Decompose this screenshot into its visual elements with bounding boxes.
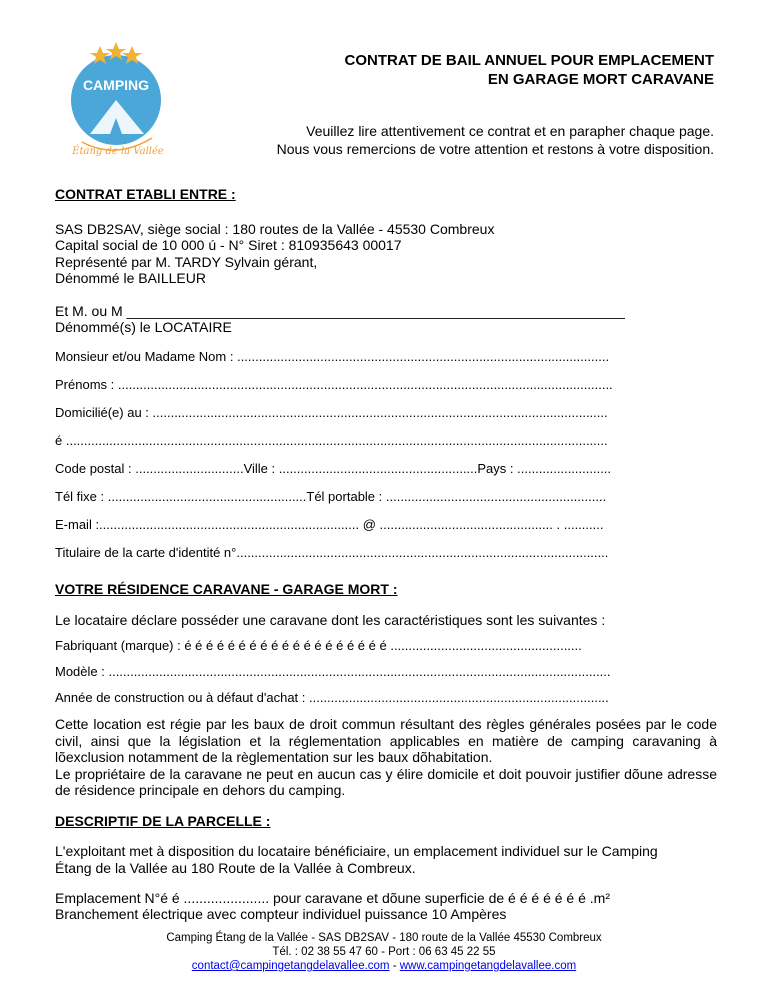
intro-line-1: Veuillez lire attentivement ce contrat et en parapher chaque page. bbox=[306, 123, 714, 139]
bailleur-block bbox=[55, 221, 717, 287]
cp-ville-pays-field[interactable]: Code postal : ..............................Ville : .......................................................Pays : .......................... bbox=[55, 461, 612, 476]
annee-field[interactable]: Année de construction ou à défaut d'achat : ................................................................................... bbox=[55, 690, 609, 705]
domicile-field[interactable]: Domicilié(e) au : .............................................................................................................................. bbox=[55, 405, 608, 420]
page-footer bbox=[0, 931, 768, 973]
parcelle-paragraph: L'exploitant met à disposition du locataire bénéficiaire, un emplacement individuel sur le Camping Étang de la Vallée au 180 Route de la Vallée à Combreux. bbox=[55, 843, 658, 876]
residence-heading: VOTRE RÉSIDENCE CARAVANE - GARAGE MORT : bbox=[55, 581, 398, 597]
locataire-name-field[interactable]: Et M. ou M ________________________________________________________________ bbox=[55, 302, 625, 319]
residence-paragraph-1: Cette location est régie par les baux de droit commun résultant des règles générales posées par le code civil, ainsi que la législation et la réglementation applicables en matière de camping caravaning à lõexclusion notamment de la règlementation sur les baux dõhabitation. bbox=[55, 716, 717, 765]
bailleur-line-2: Capital social de 10 000 ú - N° Siret : 810935643 00017 bbox=[55, 237, 402, 253]
intro-line-2: Nous vous remercions de votre attention et restons à votre disposition. bbox=[276, 141, 714, 157]
residence-paragraph-2: Le propriétaire de la caravane ne peut en aucun cas y élire domicile et doit pouvoir justifier dõune adresse de résidence principale en dehors du camping. bbox=[55, 765, 717, 798]
contract-heading: CONTRAT ETABLI ENTRE : bbox=[55, 186, 236, 202]
locataire-named: Dénommé(s) le LOCATAIRE bbox=[55, 318, 232, 335]
footer-email-link[interactable]: contact@campingetangdelavallee.com bbox=[191, 960, 390, 972]
bailleur-line-4: Dénommé le BAILLEUR bbox=[55, 270, 206, 286]
parcelle-heading: DESCRIPTIF DE LA PARCELLE : bbox=[55, 812, 271, 829]
email-field[interactable]: E-mail :........................................................................ @ ................................................ . ........... bbox=[55, 517, 604, 532]
intro-text bbox=[154, 122, 714, 158]
emplacement-field[interactable]: Emplacement N°é é ...................... pour caravane et dõune superficie de é é é é é é é .m² bbox=[55, 890, 610, 906]
document-body bbox=[55, 186, 717, 923]
branchement-text: Branchement électrique avec compteur individuel puissance 10 Ampères bbox=[55, 906, 507, 922]
bailleur-line-3: Représenté par M. TARDY Sylvain gérant, bbox=[55, 253, 318, 270]
footer-links bbox=[0, 959, 768, 973]
prenoms-field[interactable]: Prénoms : ......................................................................................................................................... bbox=[55, 377, 613, 392]
title-line-1: CONTRAT DE BAIL ANNUEL POUR EMPLACEMENT bbox=[344, 52, 714, 69]
title-line-2: EN GARAGE MORT CARAVANE bbox=[487, 71, 714, 88]
logo-subtext: Étang de la Vallée bbox=[72, 146, 164, 157]
bailleur-line-1: SAS DB2SAV, siège social : 180 routes de la Vallée - 45530 Combreux bbox=[55, 220, 495, 237]
carte-identite-field[interactable]: Titulaire de la carte d'identité n°....................................................................................................... bbox=[55, 545, 609, 560]
telephone-field[interactable]: Tél fixe : .......................................................Tél portable : ............................................................. bbox=[55, 489, 607, 504]
document-title bbox=[194, 51, 714, 89]
residence-declaration: Le locataire déclare posséder une caravane dont les caractéristiques sont les suivantes : bbox=[55, 611, 606, 628]
logo-text: CAMPING bbox=[82, 77, 150, 93]
footer-phone: Tél. : 02 38 55 47 60 - Port : 06 63 45 22 55 bbox=[272, 946, 496, 958]
nom-field[interactable]: Monsieur et/ou Madame Nom : ....................................................................................................... bbox=[55, 349, 610, 364]
fabricant-field[interactable]: Fabriquant (marque) : é é é é é é é é é é é é é é é é é é é ..................................................... bbox=[55, 638, 582, 653]
domicile-continuation-field[interactable]: é ...................................................................................................................................................... bbox=[55, 433, 608, 448]
footer-address: Camping Étang de la Vallée - SAS DB2SAV - 180 route de la Vallée 45530 Combreux bbox=[166, 932, 602, 944]
footer-website-link[interactable]: www.campingetangdelavallee.com bbox=[399, 960, 577, 972]
modele-field[interactable]: Modèle : ........................................................................................................................................... bbox=[55, 664, 611, 679]
locataire-block bbox=[55, 303, 717, 336]
footer-separator: - bbox=[389, 960, 400, 972]
